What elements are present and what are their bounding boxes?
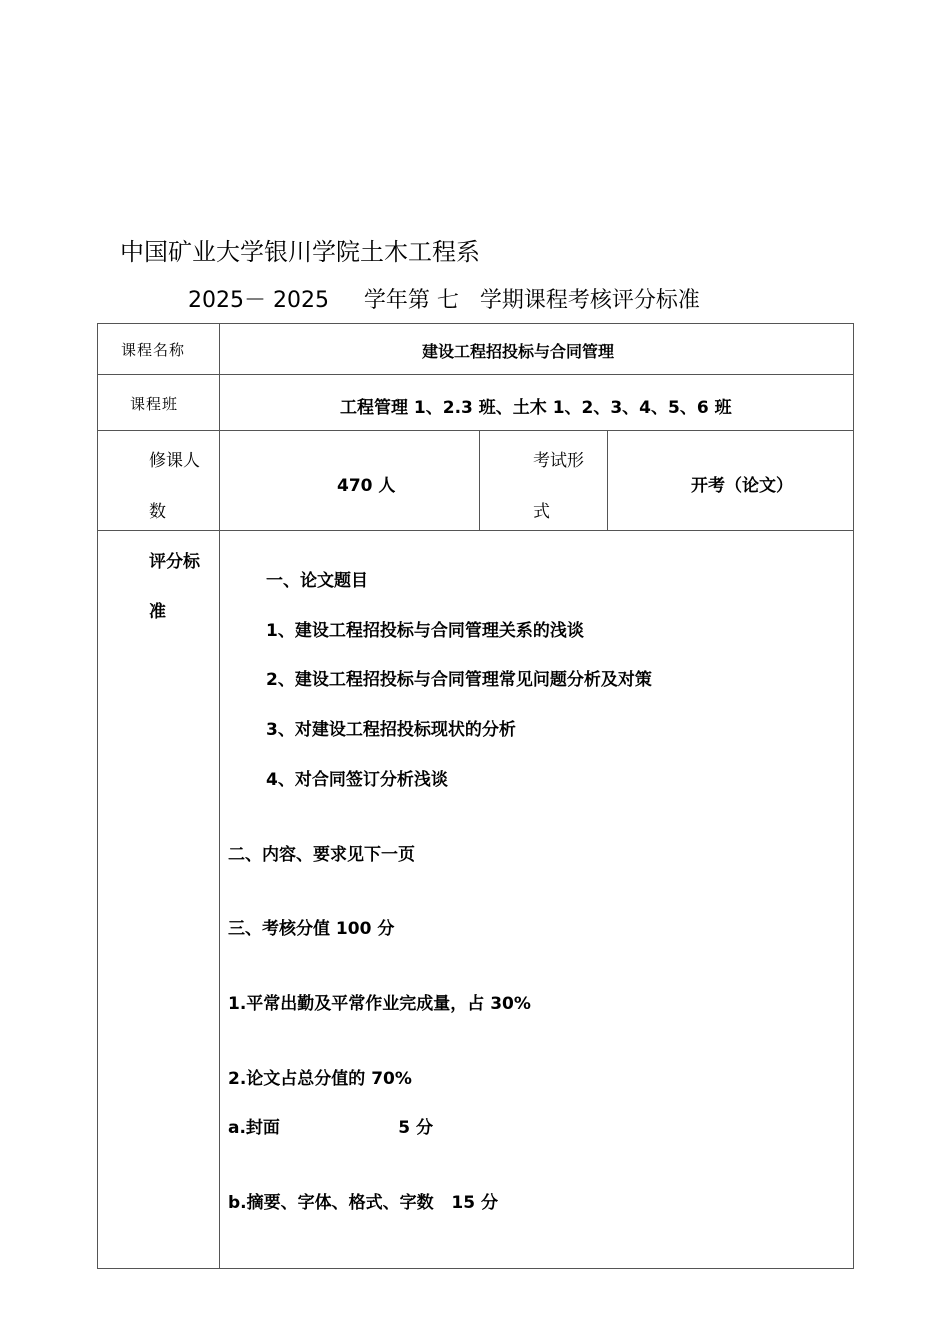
exam-label-line1: 考试形 <box>533 451 584 471</box>
criteria-line: b.摘要、字体、格式、字数 15 分 <box>228 1193 498 1213</box>
course-name-value: 建设工程招投标与合同管理 <box>422 342 615 361</box>
students-value: 470 人 <box>337 476 396 496</box>
table-border-left <box>97 323 98 1269</box>
criteria-label-line1: 评分标 <box>149 552 200 572</box>
exam-label-line2: 式 <box>533 502 550 522</box>
table-border-right <box>853 323 854 1269</box>
students-label-line2: 数 <box>149 502 166 522</box>
class-label: 课程班 <box>130 395 179 413</box>
table-border-bottom <box>97 1268 854 1269</box>
criteria-line: 2、建设工程招投标与合同管理常见问题分析及对策 <box>266 670 652 690</box>
class-value: 工程管理 1、2.3 班、土木 1、2、3、4、5、6 班 <box>340 398 732 418</box>
document-subtitle: 2025－ 2025 学年第 七 学期课程考核评分标准 <box>188 288 700 313</box>
course-name-label: 课程名称 <box>121 341 186 359</box>
table-col-divider-exam-a <box>479 430 480 531</box>
table-border-top <box>97 323 854 324</box>
table-row-divider-1 <box>97 374 854 375</box>
criteria-line: 2.论文占总分值的 70% <box>228 1069 412 1089</box>
table-row-divider-2 <box>97 430 854 431</box>
criteria-line: 一、论文题目 <box>266 571 368 591</box>
criteria-line: 4、对合同签订分析浅谈 <box>266 770 448 790</box>
criteria-line: 二、内容、要求见下一页 <box>228 845 415 865</box>
criteria-line: 1、建设工程招投标与合同管理关系的浅谈 <box>266 621 584 641</box>
exam-value: 开考（论文） <box>691 476 793 496</box>
table-row-divider-3 <box>97 530 854 531</box>
criteria-line: a.封面 5 分 <box>228 1118 434 1138</box>
students-label-line1: 修课人 <box>149 451 200 471</box>
institution-title: 中国矿业大学银川学院土木工程系 <box>120 238 480 266</box>
table-col-divider <box>219 323 220 1269</box>
criteria-line: 三、考核分值 100 分 <box>228 919 395 939</box>
criteria-line: 3、对建设工程招投标现状的分析 <box>266 720 516 740</box>
criteria-label-line2: 准 <box>149 602 166 622</box>
table-col-divider-exam-b <box>607 430 608 531</box>
criteria-line: 1.平常出勤及平常作业完成量，占 30% <box>228 994 531 1014</box>
